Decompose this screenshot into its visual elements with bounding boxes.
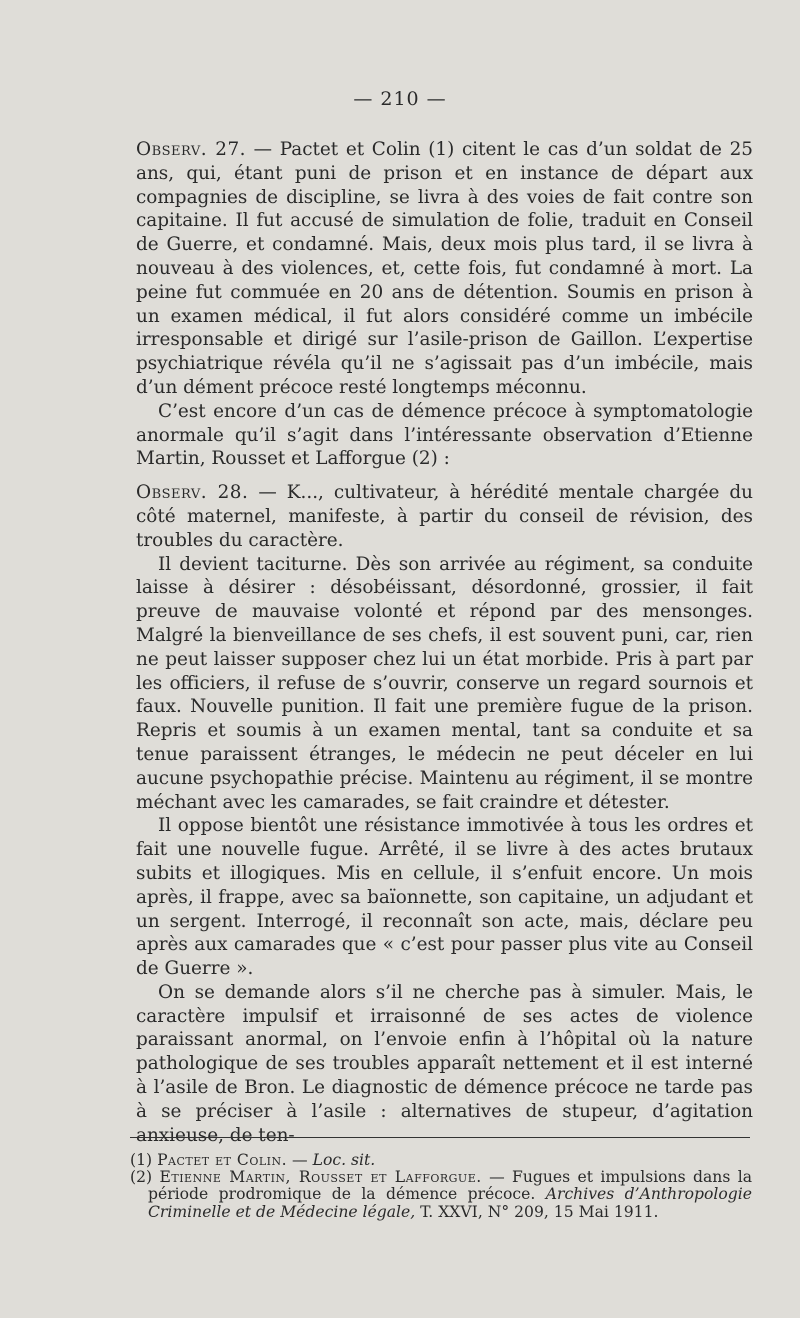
paragraph: On se demande alors s’il ne cherche pas à simuler. Mais, le caractère impulsif et irraisonné de ses actes de violence paraissant anormal, on l’envoie enfin à l’hôpital où la nature pathologique de ses troubles apparaît nettement et il est interné à l’asile de Bron. Le diagnostic de démence précoce ne tarde pas à se préciser à l’asile : alternatives de stupeur, d’agitation anxieuse, de ten- — [136, 981, 753, 1146]
footnote-title: — Fugues et impulsions dans la période prodromique de la démence précoce. — [148, 1168, 752, 1204]
footnote-number: (2) — [130, 1168, 153, 1187]
main-text — [136, 138, 753, 1147]
footnote-reference: Loc. sit. — [312, 1151, 376, 1169]
footnote-journal: Archives d’Anthropologie Criminelle et de Médecine légale, — [148, 1185, 752, 1221]
footnote-number: (1) — [130, 1151, 153, 1169]
observation-text: — Pactet et Colin (1) citent le cas d’un soldat de 25 ans, qui, étant puni de prison et en instance de départ aux compagnies de discipline, se livra à des voies de fait contre son capitaine. Il fut accusé de simulation de folie, traduit en Conseil de Guerre, et condamné. Mais, deux mois plus tard, il se livra à nouveau à des violences, et, cette fois, fut condamné à mort. La peine fut commuée en 20 ans de détention. Soumis en prison à un examen médical, il fut alors considéré comme un imbécile irresponsable et dirigé sur l’asile-prison de Gaillon. L’expertise psychiatrique révéla qu’il ne s’agissait pas d’un imbécile, mais d’un dément précoce resté longtemps méconnu. — [136, 139, 753, 398]
intro-paragraph: C’est encore d’un cas de démence précoce à symptomatologie anormale qu’il s’agit dans l’intéressante observation d’Etienne Martin, Rousset et Lafforgue (2) : — [136, 400, 753, 470]
footnotes — [130, 1152, 752, 1221]
observation-text: — K..., cultivateur, à hérédité mentale chargée du côté maternel, manifeste, à partir du conseil de révision, des troubles du caractère. — [136, 482, 753, 551]
paragraph: Il devient taciturne. Dès son arrivée au régiment, sa conduite laisse à désirer : désobéissant, désordonné, grossier, il fait preuve de mauvaise volonté et répond par des mensonges. Malgré la bienveillance de ses chefs, il est souvent puni, car, rien ne peut laisser supposer chez lui un état morbide. Pris à part par les officiers, il refuse de s’ouvrir, conserve un regard sournois et faux. Nouvelle punition. Il fait une première fugue de la prison. Repris et soumis à un examen mental, tant sa conduite et sa tenue paraissent étranges, le médecin ne peut déceler en lui aucune psychopathie précise. Maintenu au régiment, il se montre méchant avec les camarades, se fait craindre et détester. — [136, 553, 753, 813]
paragraph: Il oppose bientôt une résistance immotivée à tous les ordres et fait une nouvelle fugue. Arrêté, il se livre à des actes brutaux subits et illogiques. Mis en cellule, il s’enfuit encore. Un mois après, il frappe, avec sa baïonnette, son capitaine, un adjudant et un sergent. Interrogé, il reconnaît son acte, mais, déclare peu après aux camarades que « c’est pour passer plus vite au Conseil de Guerre ». — [136, 815, 753, 980]
footnote-authors: Pactet et Colin. — [157, 1151, 288, 1169]
footnote-1 — [130, 1152, 752, 1169]
footnote-2 — [130, 1169, 752, 1221]
footnote-details: T. XXVI, N° 209, 15 Mai 1911. — [415, 1202, 659, 1221]
observation-label: Observ. 27. — [136, 139, 246, 160]
observation-28 — [136, 481, 753, 552]
footnote-rule — [130, 1137, 750, 1138]
observation-label: Observ. 28. — [136, 482, 249, 504]
page-number: — 210 — — [353, 88, 447, 110]
footnote-authors: Etienne Martin, Rousset et Lafforgue. — [159, 1168, 482, 1187]
footnote-separator: — — [287, 1151, 313, 1169]
observation-27 — [136, 138, 753, 400]
